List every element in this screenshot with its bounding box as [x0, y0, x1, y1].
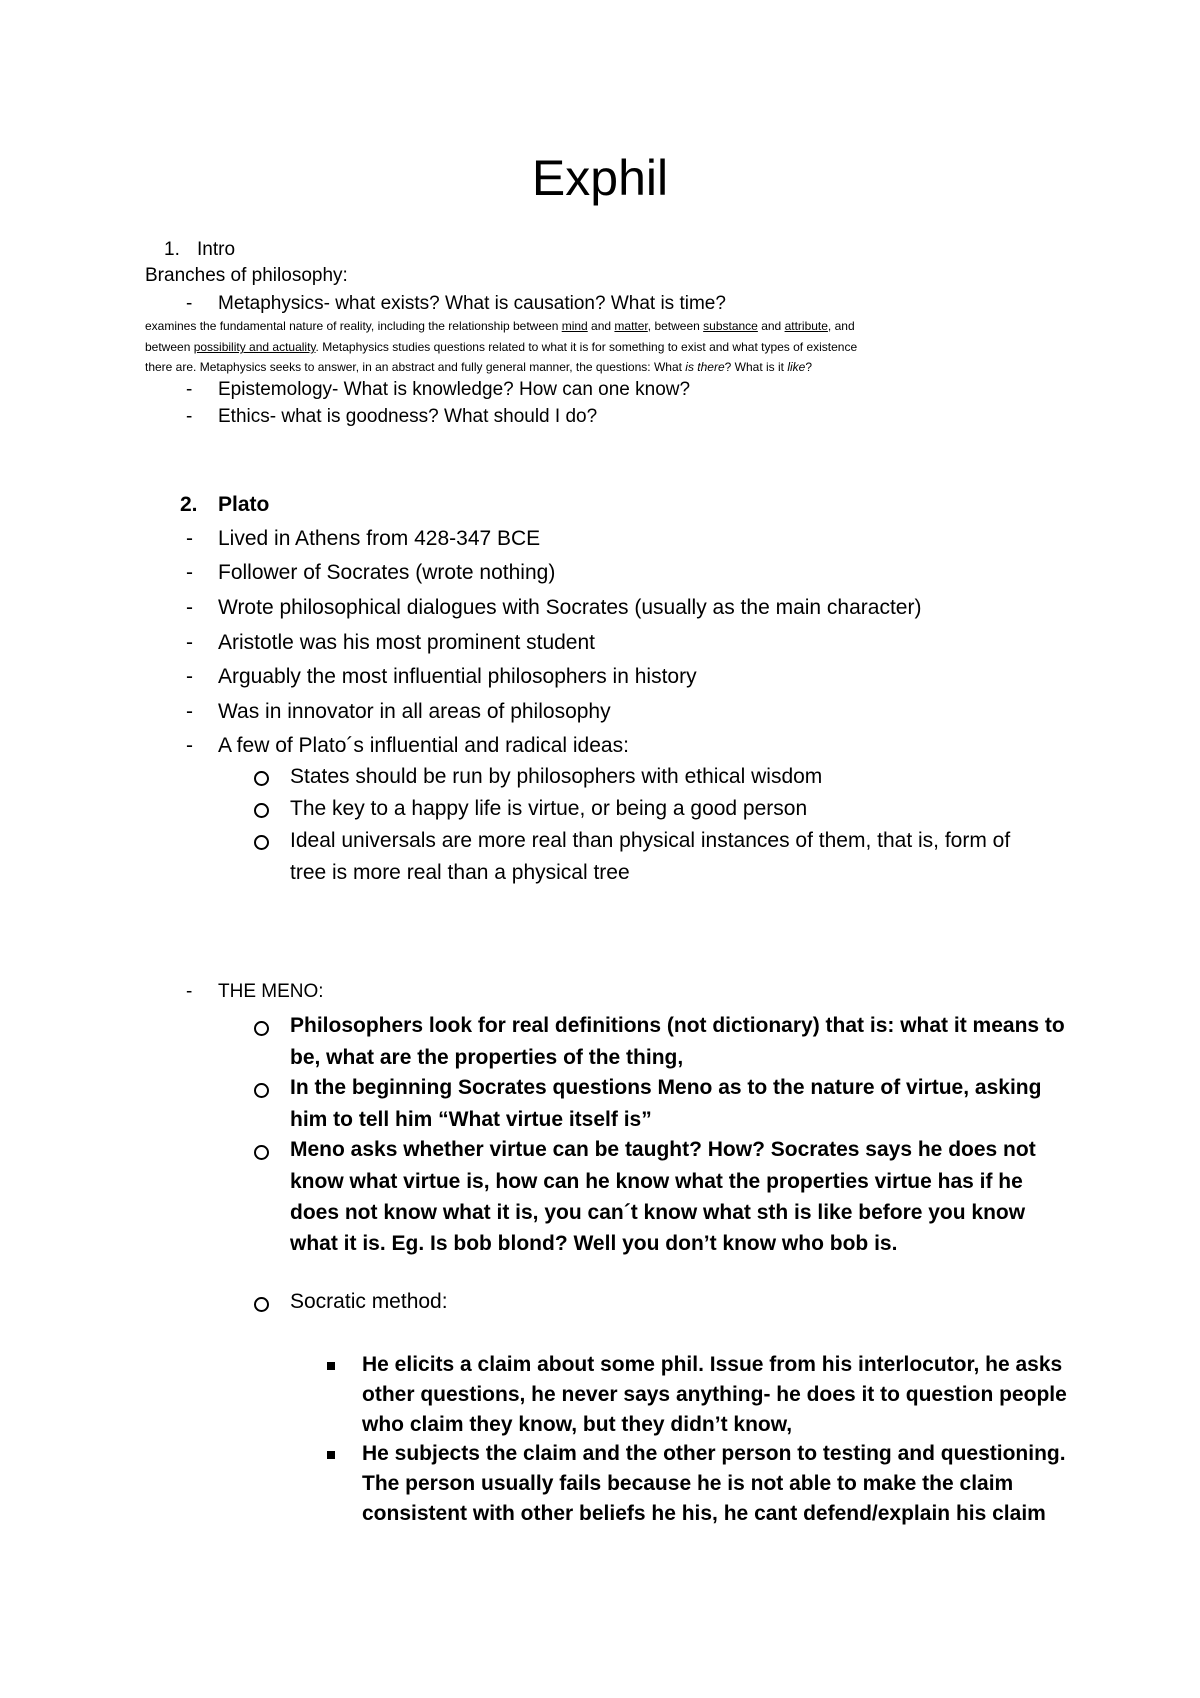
- metaphysics-item: Metaphysics- what exists? What is causation? What is time?: [218, 293, 726, 314]
- circle-bullet-icon: [254, 1021, 269, 1036]
- meno-line: does not know what it is, you can´t know what sth is like before you know: [290, 1201, 1026, 1224]
- meno-line: what it is. Eg. Is bob blond? Well you don’t know who bob is.: [290, 1232, 898, 1255]
- meno-line: him to tell him “What virtue itself is”: [290, 1108, 652, 1131]
- circle-bullet-icon: [254, 771, 269, 786]
- plato-number: 2.: [180, 493, 198, 516]
- method-line: He subjects the claim and the other person to testing and questioning.: [362, 1442, 1066, 1465]
- method-line: who claim they know, but they didn’t know,: [362, 1413, 793, 1436]
- method-line: He elicits a claim about some phil. Issue from his interlocutor, he asks: [362, 1353, 1063, 1376]
- dash-marker: -: [186, 379, 193, 400]
- dash-marker: -: [186, 700, 193, 723]
- metaphysics-desc-line-1: examines the fundamental nature of reality, including the relationship between mind and matter, between substance and attribute, and: [145, 319, 855, 333]
- square-bullet-icon: [327, 1451, 335, 1459]
- square-bullet-icon: [327, 1362, 335, 1370]
- plato-idea: States should be run by philosophers with ethical wisdom: [290, 765, 823, 788]
- meno-heading: THE MENO:: [218, 981, 324, 1002]
- dash-marker: -: [186, 527, 193, 550]
- plato-idea: Ideal universals are more real than physical instances of them, that is, form of: [290, 829, 1011, 852]
- circle-bullet-icon: [254, 1145, 269, 1160]
- branches-label: Branches of philosophy:: [145, 265, 348, 286]
- dash-marker: -: [186, 665, 193, 688]
- method-line: other questions, he never says anything- he does it to question people: [362, 1383, 1067, 1406]
- method-line: The person usually fails because he is not able to make the claim: [362, 1472, 1014, 1495]
- plato-bullet: Lived in Athens from 428-347 BCE: [218, 527, 541, 550]
- ethics-item: Ethics- what is goodness? What should I do?: [218, 406, 598, 427]
- plato-bullet: Arguably the most influential philosophers in history: [218, 665, 697, 688]
- plato-idea: The key to a happy life is virtue, or being a good person: [290, 797, 808, 820]
- plato-bullet: A few of Plato´s influential and radical ideas:: [218, 734, 629, 757]
- meno-line: Meno asks whether virtue can be taught? How? Socrates says he does not: [290, 1138, 1036, 1161]
- epistemology-item: Epistemology- What is knowledge? How can one know?: [218, 379, 691, 400]
- plato-heading: Plato: [218, 493, 270, 516]
- dash-marker: -: [186, 293, 193, 314]
- circle-bullet-icon: [254, 803, 269, 818]
- dash-marker: -: [186, 596, 193, 619]
- dash-marker: -: [186, 631, 193, 654]
- socratic-method-heading: Socratic method:: [290, 1290, 448, 1313]
- meno-line: In the beginning Socrates questions Meno as to the nature of virtue, asking: [290, 1076, 1042, 1099]
- plato-bullet: Follower of Socrates (wrote nothing): [218, 561, 556, 584]
- plato-bullet: Was in innovator in all areas of philosophy: [218, 700, 611, 723]
- intro-heading: Intro: [197, 239, 236, 260]
- dash-marker: -: [186, 406, 193, 427]
- plato-bullet: Aristotle was his most prominent student: [218, 631, 595, 654]
- dash-marker: -: [186, 981, 193, 1002]
- dash-marker: -: [186, 561, 193, 584]
- meno-line: know what virtue is, how can he know what the properties virtue has if he: [290, 1170, 1023, 1193]
- plato-idea-continued: tree is more real than a physical tree: [290, 861, 630, 884]
- meno-line: Philosophers look for real definitions (not dictionary) that is: what it means to: [290, 1014, 1065, 1037]
- meno-line: be, what are the properties of the thing,: [290, 1046, 684, 1069]
- page-title: Exphil: [531, 150, 669, 206]
- plato-bullet: Wrote philosophical dialogues with Socrates (usually as the main character): [218, 596, 922, 619]
- circle-bullet-icon: [254, 1083, 269, 1098]
- circle-bullet-icon: [254, 835, 269, 850]
- intro-number: 1.: [164, 239, 180, 260]
- dash-marker: -: [186, 734, 193, 757]
- metaphysics-desc-line-3: there are. Metaphysics seeks to answer, in an abstract and fully general manner, the questions: What is there? What is it like?: [145, 360, 813, 374]
- method-line: consistent with other beliefs he his, he cant defend/explain his claim: [362, 1502, 1046, 1525]
- metaphysics-desc-line-2: between possibility and actuality. Metaphysics studies questions related to what it is for something to exist and what types of existence: [145, 340, 858, 354]
- circle-bullet-icon: [254, 1297, 269, 1312]
